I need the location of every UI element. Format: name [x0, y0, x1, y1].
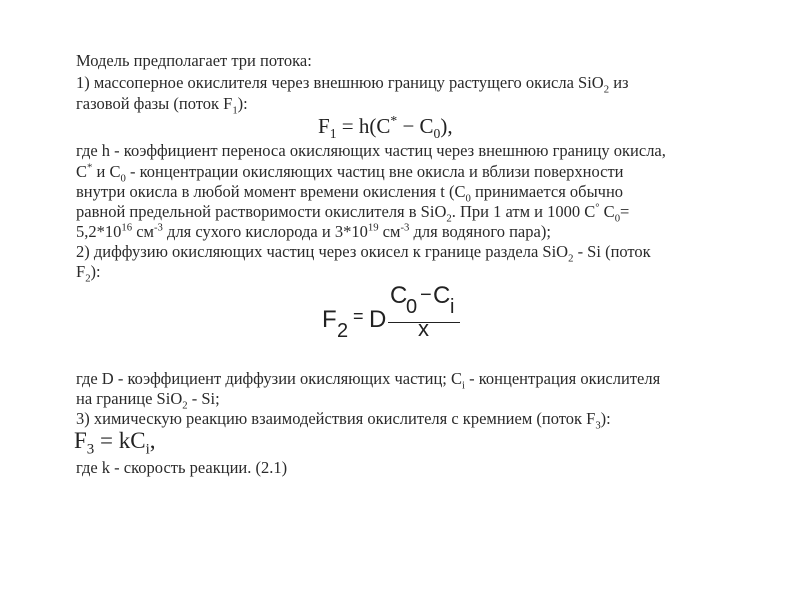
eq3-end: ,: [149, 428, 156, 453]
eq3-lhs: F: [74, 428, 87, 453]
eq2-num-a-sub: 0: [406, 296, 418, 318]
eq2-coef: D: [369, 306, 387, 333]
flow1-sub: 2: [603, 83, 610, 96]
flow3-b: ):: [600, 409, 611, 428]
c-def-b: и C: [92, 162, 121, 181]
eq2-equals: =: [353, 306, 364, 326]
text-line-c-def: [76, 161, 624, 185]
eq3-lhs-sub: 3: [86, 441, 95, 458]
flow1-cont-sub: 1: [232, 104, 238, 117]
equation-f2: [322, 278, 482, 348]
values-c: для сухого кислорода и 3*10: [162, 222, 368, 241]
values-a: 5,2*10: [76, 222, 122, 241]
text-line-k-def: [76, 458, 287, 478]
k-def-text: где k - скорость реакции. (2.1): [76, 458, 288, 477]
eq3-mid: = kC: [94, 428, 146, 453]
flow2-sub: 2: [568, 252, 574, 265]
eq1-mid: = h(C: [336, 114, 391, 138]
text-line-flow2-cont: [76, 262, 101, 285]
text-line-d-def: [76, 369, 661, 392]
equation-f1: [318, 113, 453, 142]
flow1-cont-text: газовой фазы (поток F: [76, 94, 233, 113]
equation-f3: [74, 428, 156, 458]
d-def-b: - концентрация окислителя: [464, 369, 661, 388]
text-line-intro: [76, 51, 312, 71]
h-def-text: где h - коэффициент переноса окисляющих частиц через внешнюю границу окисла,: [76, 141, 666, 160]
solubility-sub2: 0: [614, 212, 621, 225]
c0-def-sub: 0: [465, 192, 471, 205]
intro-text: Модель предполагает три потока:: [76, 51, 312, 70]
solubility-c: C: [599, 202, 615, 221]
eq1-sup: *: [390, 113, 398, 128]
c0-def-a: внутри окисла в любой момент времени окисления t (C: [76, 182, 466, 201]
eq1-rest-sub: 0: [433, 126, 441, 142]
text-line-flow2: [76, 242, 651, 265]
c-def-sub: 0: [120, 172, 126, 185]
text-line-c0-def: [76, 182, 624, 205]
eq2-lhs: F: [322, 306, 337, 333]
text-line-flow1-cont: [76, 94, 248, 117]
values-e: для водяного пара);: [409, 222, 551, 241]
text-line-boundary: [76, 389, 220, 412]
flow2-cont-sub: 2: [85, 272, 91, 285]
eq1-lhs: F: [318, 114, 330, 138]
text-line-h-def: [76, 141, 666, 161]
flow1-text: 1) массоперное окислителя через внешнюю границу растущего окисла SiO: [76, 73, 604, 92]
eq2-num-a: C: [390, 282, 408, 309]
flow3-sub: 3: [595, 419, 601, 432]
eq2-num-b: C: [433, 282, 451, 309]
flow2-cont-a: F: [76, 262, 86, 281]
values-sup2: -3: [153, 221, 163, 234]
solubility-d: =: [620, 202, 630, 221]
values-b: см: [132, 222, 154, 241]
text-line-flow1: [76, 73, 629, 96]
boundary-a: на границе SiO: [76, 389, 183, 408]
boundary-sub: 2: [182, 399, 188, 412]
values-d: см: [378, 222, 401, 241]
text-line-values: [76, 222, 551, 242]
solubility-a: равной предельной растворимости окислителя в SiO: [76, 202, 447, 221]
eq1-rest: − C: [397, 114, 434, 138]
values-sup3: 19: [367, 221, 379, 234]
values-sup: 16: [121, 221, 133, 234]
c0-def-b: принимается обычно: [470, 182, 624, 201]
eq2-den: x: [418, 316, 429, 341]
flow3-a: 3) химическую реакцию взаимодействия окислителя с кремнием (поток F: [76, 409, 596, 428]
flow1-end: из: [609, 73, 629, 92]
values-sup4: -3: [400, 221, 410, 234]
eq2-num-b-sub: i: [450, 296, 455, 318]
flow2-a: 2) диффузию окисляющих частиц через окисел к границе раздела SiO: [76, 242, 569, 261]
flow1-cont-end: ):: [237, 94, 248, 113]
d-def-sub: i: [462, 379, 465, 392]
c-def-a: C: [76, 162, 88, 181]
text-line-solubility: [76, 201, 630, 225]
solubility-b: . При 1 атм и 1000 С: [451, 202, 596, 221]
eq1-end: ),: [440, 114, 453, 138]
c-def-c: - концентрации окисляющих частиц вне окисла и вблизи поверхности: [125, 162, 624, 181]
solubility-sub: 2: [446, 212, 452, 225]
eq1-lhs-sub: 1: [329, 126, 337, 142]
eq3-sub: i: [145, 441, 150, 458]
d-def-a: где D - коэффициент диффузии окисляющих частиц; C: [76, 369, 462, 388]
eq2-lhs-sub: 2: [337, 320, 349, 342]
c-def-sup: *: [87, 161, 93, 174]
eq2-num-op: −: [420, 284, 432, 306]
flow2-cont-b: ):: [90, 262, 101, 281]
solubility-sup: °: [595, 201, 600, 214]
boundary-b: - Si;: [187, 389, 220, 408]
text-line-flow3: [76, 409, 611, 432]
flow2-b: - Si (поток: [573, 242, 651, 261]
